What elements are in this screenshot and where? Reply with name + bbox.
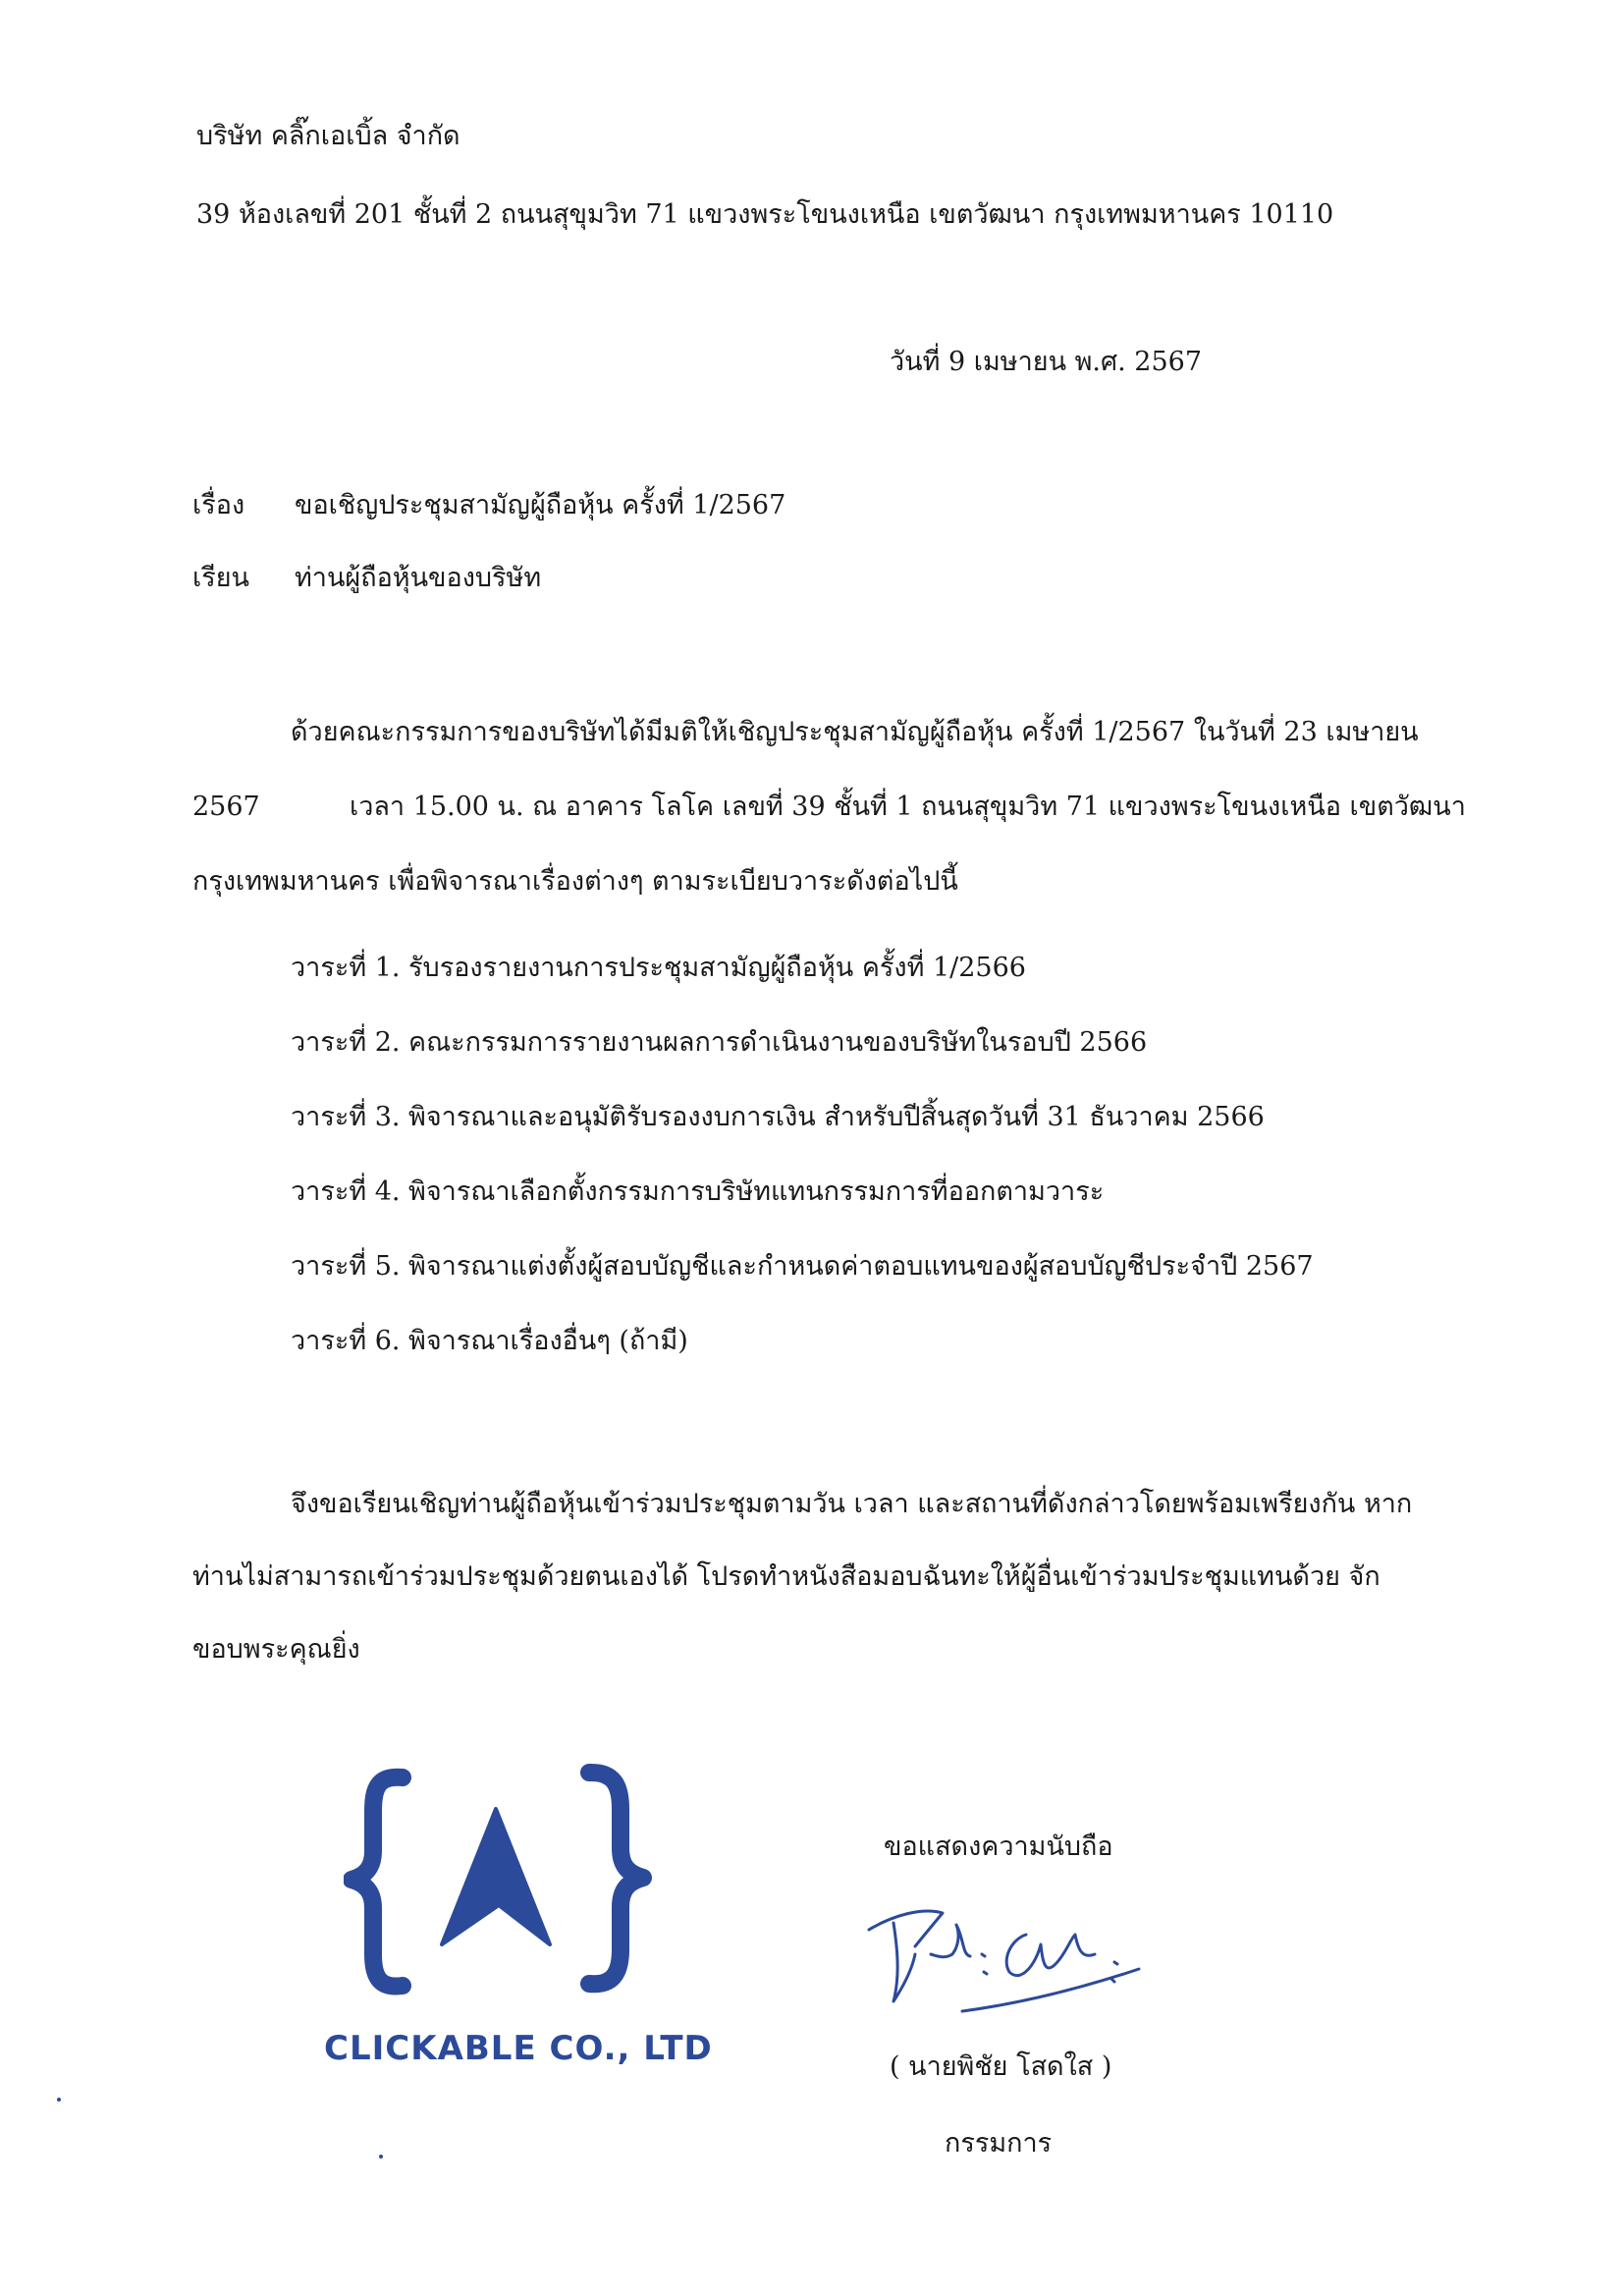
closing-line-3: ขอบพระคุณยิ่ง [192, 1634, 360, 1665]
agenda-item: วาระที่ 6. พิจารณาเรื่องอื่นๆ (ถ้ามี) [291, 1326, 688, 1356]
intro-line-1: ด้วยคณะกรรมการของบริษัทได้มีมติให้เชิญประชุมสามัญผู้ถือหุ้น ครั้งที่ 1/2567 ในวันที่ 23 เมษายน [291, 717, 1419, 747]
intro-line-2: เวลา 15.00 น. ณ อาคาร โลโค เลขที่ 39 ชั้นที่ 1 ถนนสุขุมวิท 71 แขวงพระโขนงเหนือ เขตวัฒนา [350, 792, 1466, 822]
signature-icon [854, 1886, 1188, 2033]
company-name: บริษัท คลิ๊กเอเบิ้ล จำกัด [196, 121, 460, 151]
seal-caption: CLICKABLE CO., LTD [324, 2029, 713, 2068]
recipient-text: ท่านผู้ถือหุ้นของบริษัท [295, 563, 542, 593]
company-address: 39 ห้องเลขที่ 201 ชั้นที่ 2 ถนนสุขุมวิท 71 แขวงพระโขนงเหนือ เขตวัฒนา กรุงเทพมหานคร 10110 [196, 199, 1334, 230]
ink-speck [57, 2098, 61, 2102]
agenda-item: วาระที่ 5. พิจารณาแต่งตั้งผู้สอบบัญชีและกำหนดค่าตอบแทนของผู้สอบบัญชีประจำปี 2567 [291, 1251, 1314, 1282]
subject-label: เรื่อง [192, 490, 245, 520]
agenda-item: วาระที่ 2. คณะกรรมการรายงานผลการดำเนินงานของบริษัทในรอบปี 2566 [291, 1027, 1148, 1058]
intro-line-2-year: 2567 [192, 792, 260, 822]
closing-line-1: จึงขอเรียนเชิญท่านผู้ถือหุ้นเข้าร่วมประชุมตามวัน เวลา และสถานที่ดังกล่าวโดยพร้อมเพรียงกัน หาก [291, 1489, 1413, 1519]
agenda-item: วาระที่ 4. พิจารณาเลือกตั้งกรรมการบริษัทแทนกรรมการที่ออกตามวาระ [291, 1176, 1105, 1207]
signer-position: กรรมการ [945, 2128, 1053, 2159]
subject-text: ขอเชิญประชุมสามัญผู้ถือหุ้น ครั้งที่ 1/2567 [295, 490, 786, 520]
agenda-item: วาระที่ 1. รับรองรายงานการประชุมสามัญผู้ถือหุ้น ครั้งที่ 1/2566 [291, 953, 1026, 983]
document-date: วันที่ 9 เมษายน พ.ศ. 2567 [890, 347, 1203, 377]
regards-text: ขอแสดงความนับถือ [884, 1831, 1113, 1862]
intro-line-3: กรุงเทพมหานคร เพื่อพิจารณาเรื่องต่างๆ ตามระเบียบวาระดังต่อไปนี้ [192, 866, 958, 897]
ink-speck [379, 2155, 383, 2159]
signer-name: ( นายพิชัย โสดใส ) [890, 2051, 1112, 2082]
closing-line-2: ท่านไม่สามารถเข้าร่วมประชุมด้วยตนเองได้ โปรดทำหนังสือมอบฉันทะให้ผู้อื่นเข้าร่วมประชุมแทนด้วย จัก [192, 1561, 1380, 1592]
company-seal-icon [344, 1758, 677, 2003]
agenda-item: วาระที่ 3. พิจารณาและอนุมัติรับรองงบการเงิน สำหรับปีสิ้นสุดวันที่ 31 ธันวาคม 2566 [291, 1102, 1265, 1132]
recipient-label: เรียน [192, 563, 250, 593]
